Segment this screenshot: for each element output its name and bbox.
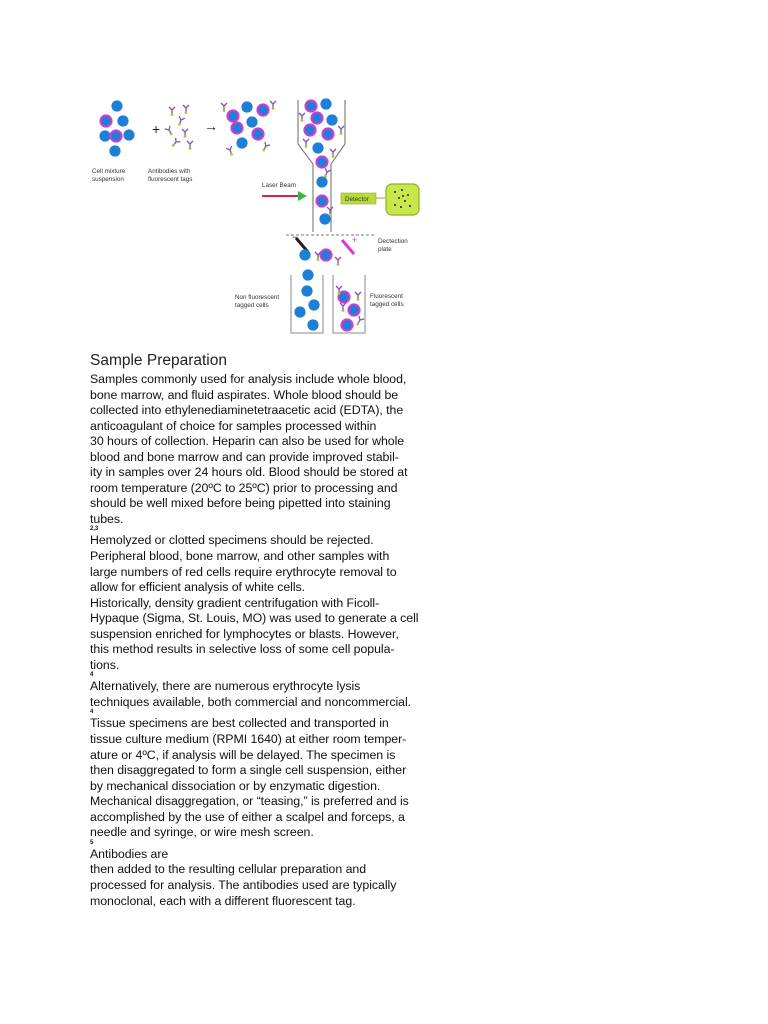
detector-label: Detector bbox=[345, 196, 369, 203]
nonfluorescent-label-1: Non fluorescent bbox=[235, 294, 280, 301]
antibody-group bbox=[165, 105, 193, 150]
text-line: needle and syringe, or wire mesh screen. bbox=[90, 825, 314, 840]
arrow-symbol: → bbox=[204, 118, 218, 134]
text-line: processed for analysis. The antibodies used are typically bbox=[90, 877, 397, 892]
text-line: this method results in selective loss of some cell popula- bbox=[90, 642, 395, 657]
text-line: ature or 4ºC, if analysis will be delayed. The specimen is bbox=[90, 747, 396, 762]
paragraph-5 bbox=[90, 847, 455, 909]
plus-symbol: + bbox=[152, 121, 161, 137]
text-line: blood and bone marrow and can provide improved stabil- bbox=[90, 449, 399, 464]
pos-symbol: + bbox=[352, 235, 358, 245]
text-line: Samples commonly used for analysis include whole blood, bbox=[90, 372, 407, 386]
text-line: Antibodies are bbox=[90, 846, 169, 861]
text-line: 30 hours of collection. Heparin can also be used for whole bbox=[90, 434, 405, 449]
cell-mixture-group bbox=[99, 100, 134, 156]
paragraph-1 bbox=[90, 372, 455, 527]
cell-mixture-label-1: Cell mixture bbox=[92, 168, 126, 175]
text-line: techniques available, both commercial and noncommercial. bbox=[90, 694, 412, 709]
cell-mixture-label-2: suspension bbox=[92, 176, 124, 183]
paragraph-3 bbox=[90, 679, 455, 710]
text-line: bone marrow, and fluid aspirates. Whole blood should be bbox=[90, 387, 399, 402]
fluorescent-label-2: tagged cells bbox=[370, 301, 404, 308]
text-line: Peripheral blood, bone marrow, and other samples with bbox=[90, 549, 390, 564]
antibodies-label-1: Antibodies with bbox=[148, 168, 191, 175]
tagged-cells-group bbox=[221, 101, 276, 157]
reference-marker: 2,3 bbox=[90, 526, 99, 533]
text-line: should be well mixed before being pipetted into staining bbox=[90, 496, 391, 511]
section-heading: Sample Preparation bbox=[90, 352, 227, 369]
detection-plate-label-2: plate bbox=[378, 246, 392, 253]
detector-screen bbox=[386, 184, 419, 215]
text-line: tions. bbox=[90, 657, 120, 672]
text-line: tubes. bbox=[90, 511, 124, 526]
fluorescent-cells bbox=[336, 286, 364, 331]
antibodies-label-2: fluorescent tags bbox=[148, 176, 193, 183]
text-line: allow for efficient analysis of white cells. bbox=[90, 580, 306, 595]
body-text bbox=[90, 372, 455, 909]
text-line: room temperature (20ºC to 25ºC) prior to processing and bbox=[90, 480, 398, 495]
flow-cytometry-diagram bbox=[90, 92, 420, 340]
laser-beam-label: Laser Beam bbox=[262, 182, 296, 189]
fluorescent-label-1: Fluorescent bbox=[370, 293, 403, 300]
paragraph-2 bbox=[90, 533, 455, 673]
text-line: anticoagulant of choice for samples processed within bbox=[90, 418, 377, 433]
text-line: then added to the resulting cellular preparation and bbox=[90, 862, 367, 877]
text-line: Mechanical disaggregation, or “teasing,” is preferred and is bbox=[90, 794, 409, 809]
text-line: accomplished by the use of either a scalpel and forceps, a bbox=[90, 809, 405, 824]
nonfluorescent-label-2: tagged cells bbox=[235, 302, 269, 309]
chamber-cells bbox=[299, 98, 344, 224]
text-line: Tissue specimens are best collected and transported in bbox=[90, 716, 389, 731]
text-line: by mechanical dissociation or by enzymatic digestion. bbox=[90, 778, 381, 793]
paragraph-4 bbox=[90, 716, 455, 840]
detection-plate-label-1: Dectection bbox=[378, 238, 408, 245]
text-line: Historically, density gradient centrifugation with Ficoll- bbox=[90, 595, 380, 610]
text-line: Hypaque (Sigma, St. Louis, MO) was used to generate a cell bbox=[90, 611, 419, 626]
text-line: then disaggregated to form a single cell suspension, either bbox=[90, 763, 407, 778]
reference-marker: 5 bbox=[90, 839, 94, 846]
text-line: monoclonal, each with a different fluorescent tag. bbox=[90, 893, 356, 908]
nonfluorescent-cells bbox=[294, 285, 319, 330]
reference-marker: 4 bbox=[90, 709, 94, 716]
text-line: suspension enriched for lymphocytes or blasts. However, bbox=[90, 626, 399, 641]
minus-symbol: − bbox=[292, 232, 298, 242]
text-line: Alternatively, there are numerous erythrocyte lysis bbox=[90, 679, 361, 694]
text-line: tissue culture medium (RPMI 1640) at either room temper- bbox=[90, 732, 407, 747]
text-line: ity in samples over 24 hours old. Blood should be stored at bbox=[90, 465, 408, 480]
laser-arrowhead bbox=[298, 191, 307, 201]
text-line: Hemolyzed or clotted specimens should be rejected. bbox=[90, 533, 374, 548]
text-line: large numbers of red cells require erythrocyte removal to bbox=[90, 564, 397, 579]
text-line: collected into ethylenediaminetetraacetic acid (EDTA), the bbox=[90, 403, 404, 418]
reference-marker: 4 bbox=[90, 672, 94, 679]
